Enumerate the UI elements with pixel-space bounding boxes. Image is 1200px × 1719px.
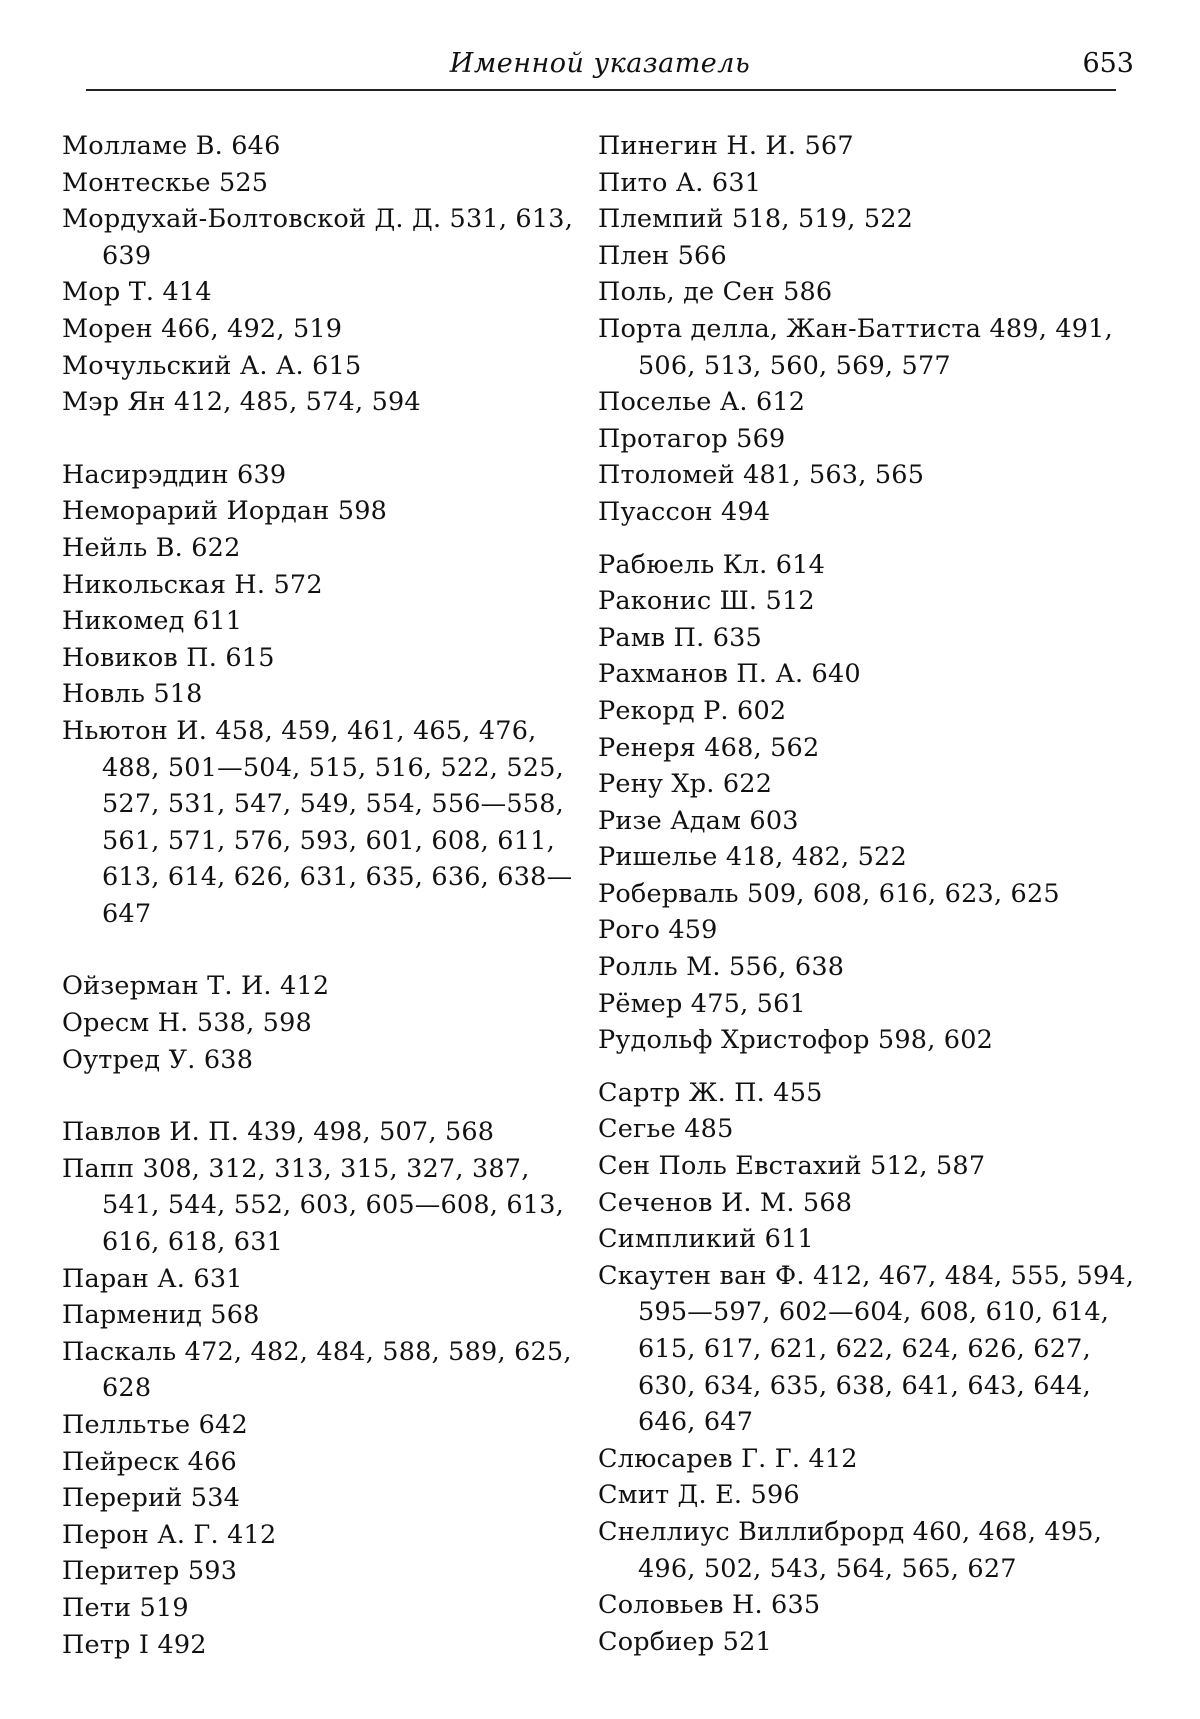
index-entry: Смит Д. Е. 596 [598,1480,800,1511]
index-entry: Протагор 569 [598,423,786,454]
index-entry: Пинегин Н. И. 567 [598,131,854,161]
index-entry: Парменид 568 [62,1300,260,1331]
index-entry: Роберваль 509, 608, 616, 623, 625 [598,878,1060,909]
index-entry: Павлов И. П. 439, 498, 507, 568 [62,1117,495,1148]
index-entry: Рахманов П. А. 640 [598,659,861,690]
index-entry: Паран А. 631 [62,1263,243,1294]
index-entry: Ньютон И. 458, 459, 461, 465, 476, 488, 501—504, 515, 516, 522, 525, 527, 531, 547, 549, 554, 556—558, 561, 571, 576, 593, 601, 608, 611, 613, 614, 626, 631, 635, 636, 638—647 [62,715,573,929]
index-entry: Новиков П. 615 [62,642,275,673]
running-head [60,48,1140,88]
index-entry: Ришелье 418, 482, 522 [598,842,907,873]
index-entry: Пелльтье 642 [62,1410,248,1440]
index-entry: Плен 566 [598,240,727,271]
index-entry: Насирэддин 639 [62,459,287,490]
index-entry: Молламе В. 646 [62,131,281,161]
index-entry: Поселье А. 612 [598,387,806,418]
index-entry: Петр I 492 [62,1629,207,1660]
index-entry: Мордухай-Болтовской Д. Д. 531, 613, 639 [62,204,574,271]
index-entry: Оутред У. 638 [62,1044,254,1075]
index-entry: Сорбиер 521 [598,1626,772,1657]
header-rule [86,89,1116,91]
index-entry: Рого 459 [598,915,718,946]
index-entry: Морен 466, 492, 519 [62,313,343,344]
index-entry: Ризе Адам 603 [598,805,799,836]
index-entry: Мор Т. 414 [62,277,212,308]
index-entry: Пито А. 631 [598,167,762,198]
index-entry: Ренеря 468, 562 [598,732,820,763]
index-entry: Рамв П. 635 [598,622,762,653]
index-entry: Никомед 611 [62,606,243,637]
index-entry: Перерий 534 [62,1483,241,1514]
index-column-right [598,128,1138,1660]
index-entry: Слюсарев Г. Г. 412 [598,1443,858,1474]
index-entry: Сен Поль Евстахий 512, 587 [598,1151,986,1182]
index-entry: Сартр Ж. П. 455 [598,1077,823,1108]
section-gap [598,1059,1138,1075]
index-entry: Рабюель Кл. 614 [598,549,826,580]
index-entry: Пуассон 494 [598,496,771,527]
section-gap [62,421,582,457]
index-entry: Порта делла, Жан-Баттиста 489, 491, 506, 513, 560, 569, 577 [598,313,1113,381]
index-entry: Перон А. Г. 412 [62,1519,277,1550]
index-entry: Нейль В. 622 [62,532,241,563]
running-title: Именной указатель [449,48,751,79]
index-entry: Симпликий 611 [598,1224,814,1255]
index-entry: Паскаль 472, 482, 484, 588, 589, 625, 628 [62,1336,572,1404]
index-entry: Монтескье 525 [62,167,269,198]
index-entry: Никольская Н. 572 [62,569,323,600]
index-entry: Пети 519 [62,1592,189,1623]
index-entry: Ойзерман Т. И. 412 [62,971,330,1002]
index-entry: Рену Хр. 622 [598,769,773,800]
index-entry: Папп 308, 312, 313, 315, 327, 387, 541, 544, 552, 603, 605—608, 613, 616, 618, 631 [62,1153,564,1258]
index-entry: Скаутен ван Ф. 412, 467, 484, 555, 594, 595—597, 602—604, 608, 610, 614, 615, 617, 621, 622, 624, 626, 627, 630, 634, 635, 638, 641, 643, 644, 646, 647 [598,1260,1135,1438]
index-entry: Снеллиус Виллиброрд 460, 468, 495, 496, 502, 543, 564, 565, 627 [598,1516,1103,1584]
index-entry: Новль 518 [62,679,203,710]
section-gap [62,932,582,968]
index-entry: Перитер 593 [62,1556,238,1587]
index-entry: Раконис Ш. 512 [598,586,815,617]
index-entry: Мэр Ян 412, 485, 574, 594 [62,387,421,418]
index-entry: Неморарий Иордан 598 [62,496,388,527]
index-entry: Племпий 518, 519, 522 [598,204,914,235]
index-column-left [62,128,582,1663]
index-entry: Рекорд Р. 602 [598,695,787,726]
section-gap [598,531,1138,547]
index-entry: Мочульский А. А. 615 [62,350,362,381]
index-entry: Рудольф Христофор 598, 602 [598,1025,994,1056]
index-entry: Соловьев Н. 635 [598,1590,821,1621]
index-entry: Сегье 485 [598,1114,734,1145]
index-entry: Оресм Н. 538, 598 [62,1008,312,1039]
index-entry: Поль, де Сен 586 [598,277,833,308]
section-gap [62,1078,582,1114]
index-entry: Рёмер 475, 561 [598,988,806,1019]
index-entry: Пейреск 466 [62,1446,237,1477]
index-entry: Ролль М. 556, 638 [598,952,845,983]
index-entry: Сеченов И. М. 568 [598,1187,853,1218]
index-entry: Птоломей 481, 563, 565 [598,460,925,491]
page-number: 653 [1082,48,1134,79]
